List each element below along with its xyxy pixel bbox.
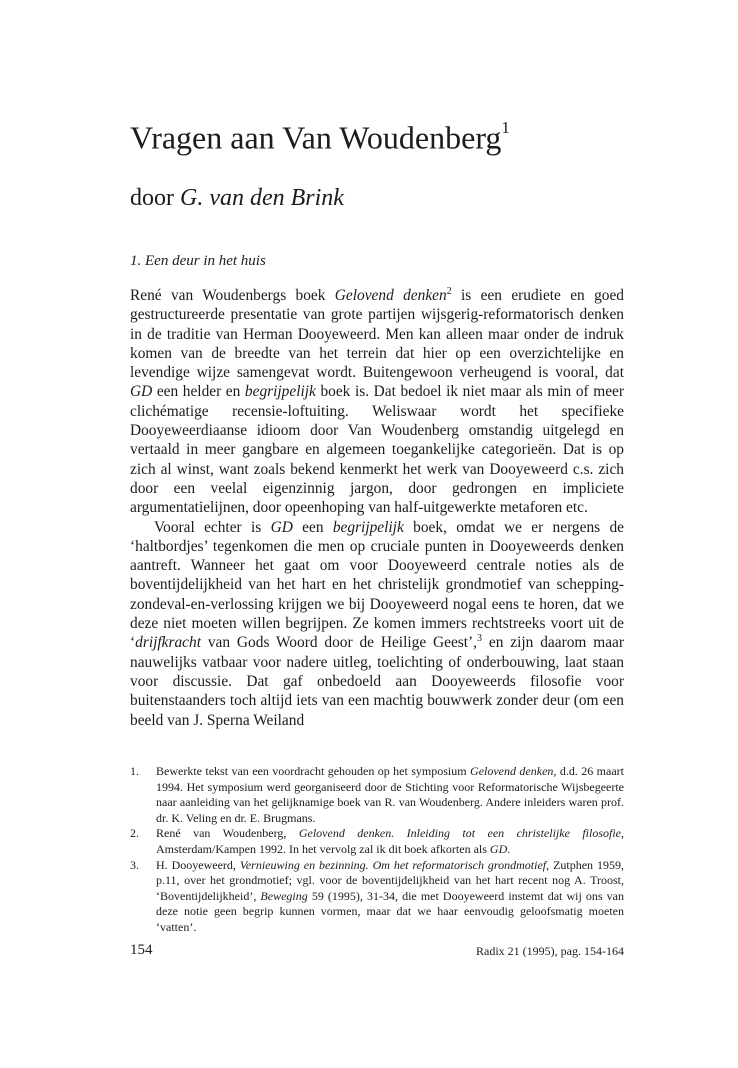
text-run: . (507, 841, 511, 856)
footnote-text (156, 764, 624, 826)
footnote-2 (130, 826, 624, 857)
text-run: van Gods Woord door de Heilige Geest’, (200, 634, 478, 652)
author-byline (130, 183, 344, 213)
text-run: boek, omdat we er nergens de ‘haltbordjes’ tegenkomen die men op cruciale punten in Dooyeweerds denken aantreft. Wanneer het gaat om voor Dooyeweerd centrale noties als de boventijdelijkheid van het hart en het christelijk grondmotief van schepping-zondeval-en-verlossing krijgen we bij Dooyeweerd nogal eens te horen, dat we deze niet moeten willen begrijpen. Ze komen immers rechtstreeks voort uit de ‘ (130, 518, 624, 652)
footnote-marker-2: 2 (446, 285, 452, 297)
footnote-text (156, 826, 624, 857)
footnote-number: 1. (130, 764, 139, 778)
journal-citation: Radix 21 (1995), pag. 154-164 (476, 944, 624, 958)
title-italic: Gelovend denken. Inleiding tot een christelijke filosofie (298, 826, 621, 841)
footnote-text (156, 858, 624, 936)
section-heading: 1. Een deur in het huis (130, 253, 266, 269)
text-run: is een erudiete en goed gestructureerde presentatie van grote partijen wijsgerig-reformatorisch denken in de traditie van Herman Dooyeweerd. Men kan alleen maar onder de indruk komen van de breedte van het terrein dat hier op een overzichtelijke en levendige wijze samengevat wordt. Buitengewoon verheugend is vooral, dat (130, 287, 624, 382)
text-run: boek is. Dat bedoel ik niet maar als min of meer clichématige recensie-loftuiting. Weliswaar wordt het specifieke Dooyeweerdiaanse idioom door Van Woudenberg omstandig uitgelegd en vertaald in meer gangbare en algemeen toegankelijke categorieën. Dat is op zich al winst, want zoals bekend kenmerkt het werk van Dooyeweerd c.s. zich door een veelal eigenzinnig jargon, door gedrongen en impliciete argumentatielijnen, door opeenhoping van half-uitgewerkte metaforen etc. (130, 383, 625, 517)
body-text (130, 286, 624, 730)
title-italic: Vernieuwing en bezinning. Om het reformatorisch grondmotief (239, 857, 547, 872)
text-run: Vooral echter is (154, 518, 271, 536)
text-run: H. Dooyeweerd, (156, 857, 240, 872)
text-run: een (292, 518, 333, 536)
title-italic: Gelovend denken (470, 764, 554, 778)
abbrev-italic: GD (270, 518, 293, 536)
footnotes (130, 764, 624, 936)
footnote-number: 3. (130, 857, 139, 872)
abbrev-italic: GD (130, 383, 153, 401)
paragraph-1 (130, 286, 624, 518)
text-run: , Amsterdam/Kampen 1992. In het vervolg zal ik dit boek afkorten als (156, 826, 624, 856)
book-title-italic: Gelovend denken (334, 287, 447, 304)
emphasis-italic: drijfkracht (135, 634, 201, 652)
byline-prefix: door (130, 185, 174, 211)
text-run: , d.d. 26 maart 1994. Het symposium werd georganiseerd door de Stichting voor Reformatorische Wijsbegeerte naar aanleiding van het gelijknamige boek van R. van Woudenberg. Andere inleiders waren prof. dr. K. Veling en dr. E. Brugmans. (156, 764, 624, 825)
article-title-text: Vragen aan Van Woudenberg (130, 119, 502, 156)
author-name: G. van den Brink (180, 185, 344, 211)
journal-italic: Beweging (260, 888, 308, 903)
footnote-1 (130, 764, 624, 826)
text-run: , Zutphen 1959, p.11, over het grondmotief; vgl. voor de boventijdelijkheid van het hart recent nog A. Troost, ‘Boventijdelijkheid’, (156, 857, 624, 903)
page-number: 154 (130, 942, 153, 958)
emphasis-italic: begrijpelijk (332, 518, 404, 536)
text-run: een helder en (152, 383, 245, 401)
text-run: René van Woudenberg, (156, 826, 299, 841)
footnote-marker-3: 3 (477, 633, 483, 645)
emphasis-italic: begrijpelijk (244, 383, 316, 401)
abbrev-italic: GD (489, 841, 508, 856)
text-run: René van Woudenbergs boek (130, 287, 335, 304)
text-run: 59 (1995), 31-34, die met Dooyeweerd instemt dat wij ons van deze notie geen begrip kunnen vormen, maar dat we haar eenvoudig geloofsmatig moeten ‘vatten’. (156, 888, 624, 934)
footnote-3 (130, 858, 624, 936)
title-footnote-marker: 1 (501, 118, 510, 137)
text-run: Bewerkte tekst van een voordracht gehouden op het symposium (156, 764, 471, 778)
text-run: en zijn daarom maar nauwelijks vatbaar voor nadere uitleg, toelichting of onderbouwing, laat staan voor discussie. Dat gaf onbedoeld aan Dooyeweerds filosofie voor buitenstaanders toch altijd iets van een machtig bouwwerk zonder deur (om een beeld van J. Sperna Weiland (130, 634, 624, 729)
article-title (130, 112, 510, 158)
paragraph-2 (130, 518, 624, 730)
footnote-number: 2. (130, 826, 139, 841)
